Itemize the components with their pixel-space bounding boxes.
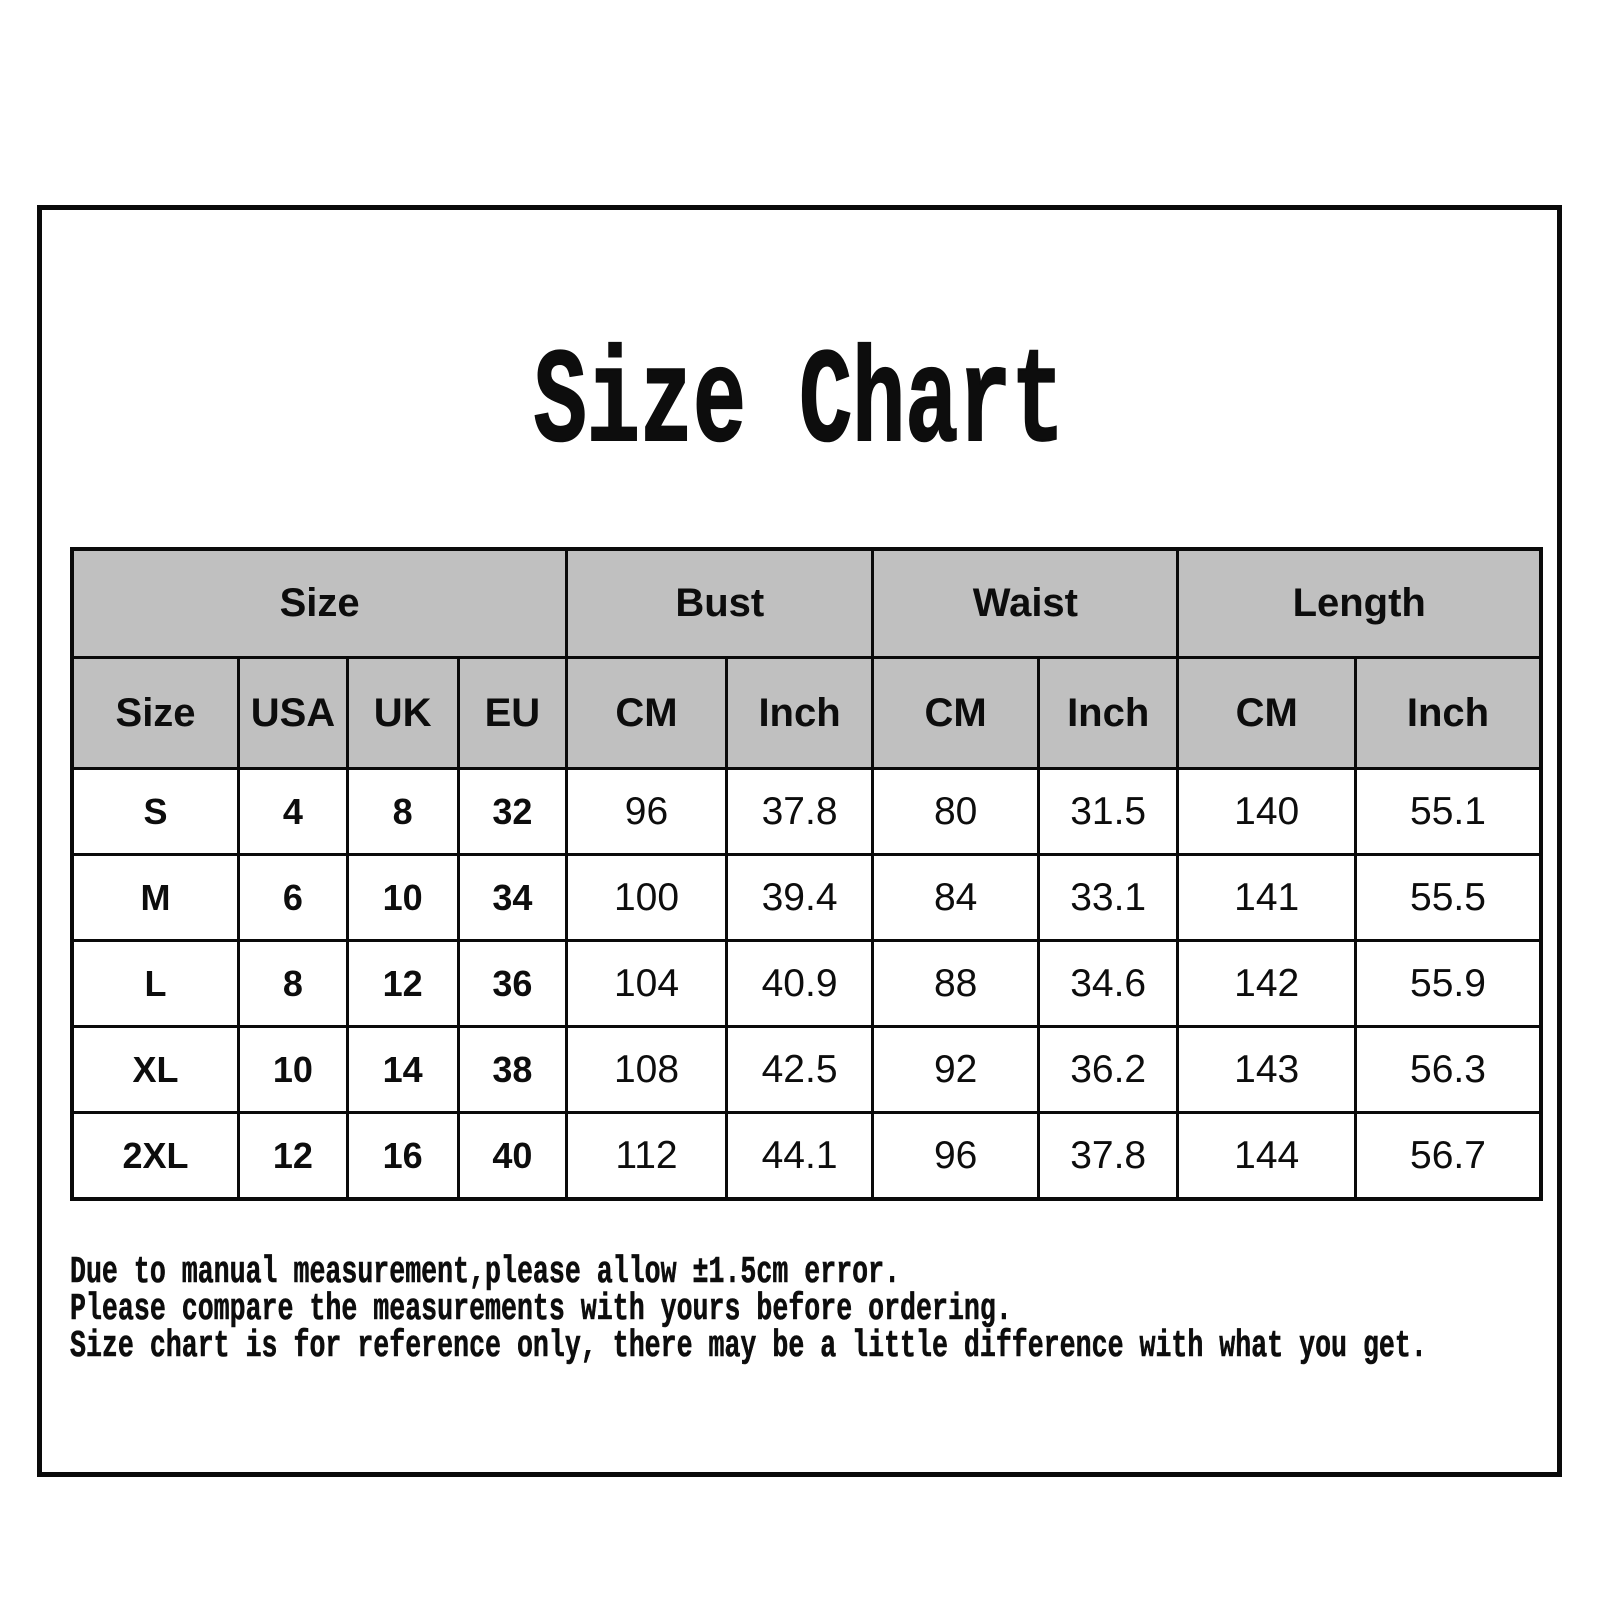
note-line-3: Size chart is for reference only, there may be a little difference with what you get. bbox=[70, 1325, 1427, 1368]
cell-bust-cm: 108 bbox=[567, 1027, 727, 1113]
cell-bust-inch: 37.8 bbox=[726, 769, 873, 855]
cell-usa: 4 bbox=[239, 769, 348, 855]
cell-size: S bbox=[72, 769, 239, 855]
cell-bust-cm: 96 bbox=[567, 769, 727, 855]
cell-waist-inch: 31.5 bbox=[1038, 769, 1178, 855]
cell-uk: 8 bbox=[347, 769, 458, 855]
note-line-2: Please compare the measurements with yours before ordering. bbox=[70, 1288, 1012, 1331]
group-header-waist: Waist bbox=[873, 549, 1178, 658]
cell-bust-cm: 112 bbox=[567, 1113, 727, 1200]
group-header-size: Size bbox=[72, 549, 567, 658]
cell-eu: 38 bbox=[458, 1027, 567, 1113]
subheader-uk: UK bbox=[347, 658, 458, 769]
cell-waist-inch: 37.8 bbox=[1038, 1113, 1178, 1200]
group-header-length: Length bbox=[1178, 549, 1541, 658]
cell-usa: 6 bbox=[239, 855, 348, 941]
group-header-row bbox=[72, 549, 1541, 658]
cell-eu: 32 bbox=[458, 769, 567, 855]
cell-size: M bbox=[72, 855, 239, 941]
cell-waist-cm: 92 bbox=[873, 1027, 1039, 1113]
cell-uk: 12 bbox=[347, 941, 458, 1027]
cell-bust-inch: 44.1 bbox=[726, 1113, 873, 1200]
table-row-l bbox=[72, 941, 1541, 1027]
cell-length-inch: 55.1 bbox=[1355, 769, 1541, 855]
cell-bust-inch: 42.5 bbox=[726, 1027, 873, 1113]
table-row-m bbox=[72, 855, 1541, 941]
subheader-bust-cm: CM bbox=[567, 658, 727, 769]
cell-uk: 14 bbox=[347, 1027, 458, 1113]
cell-waist-cm: 80 bbox=[873, 769, 1039, 855]
table-row-s bbox=[72, 769, 1541, 855]
cell-size: 2XL bbox=[72, 1113, 239, 1200]
cell-size: XL bbox=[72, 1027, 239, 1113]
cell-length-cm: 142 bbox=[1178, 941, 1355, 1027]
cell-waist-inch: 36.2 bbox=[1038, 1027, 1178, 1113]
cell-waist-cm: 84 bbox=[873, 855, 1039, 941]
cell-bust-inch: 39.4 bbox=[726, 855, 873, 941]
outer-border-frame bbox=[37, 205, 1562, 1477]
size-chart-table bbox=[70, 547, 1543, 1201]
cell-uk: 10 bbox=[347, 855, 458, 941]
cell-waist-cm: 88 bbox=[873, 941, 1039, 1027]
cell-bust-inch: 40.9 bbox=[726, 941, 873, 1027]
subheader-usa: USA bbox=[239, 658, 348, 769]
group-header-bust: Bust bbox=[567, 549, 873, 658]
cell-eu: 34 bbox=[458, 855, 567, 941]
note-line-1: Due to manual measurement,please allow ±1.5cm error. bbox=[70, 1251, 901, 1294]
cell-uk: 16 bbox=[347, 1113, 458, 1200]
cell-length-cm: 143 bbox=[1178, 1027, 1355, 1113]
cell-length-cm: 140 bbox=[1178, 769, 1355, 855]
subheader-length-cm: CM bbox=[1178, 658, 1355, 769]
page-title bbox=[42, 329, 1557, 481]
subheader-bust-inch: Inch bbox=[726, 658, 873, 769]
cell-length-inch: 55.5 bbox=[1355, 855, 1541, 941]
page-title-text: Size Chart bbox=[534, 329, 1065, 481]
subheader-eu: EU bbox=[458, 658, 567, 769]
cell-waist-inch: 34.6 bbox=[1038, 941, 1178, 1027]
cell-eu: 40 bbox=[458, 1113, 567, 1200]
subheader-length-inch: Inch bbox=[1355, 658, 1541, 769]
cell-length-inch: 55.9 bbox=[1355, 941, 1541, 1027]
cell-bust-cm: 104 bbox=[567, 941, 727, 1027]
unit-header-row bbox=[72, 658, 1541, 769]
table-row-2xl bbox=[72, 1113, 1541, 1200]
table-row-xl bbox=[72, 1027, 1541, 1113]
cell-eu: 36 bbox=[458, 941, 567, 1027]
cell-size: L bbox=[72, 941, 239, 1027]
subheader-waist-cm: CM bbox=[873, 658, 1039, 769]
subheader-size: Size bbox=[72, 658, 239, 769]
cell-usa: 12 bbox=[239, 1113, 348, 1200]
subheader-waist-inch: Inch bbox=[1038, 658, 1178, 769]
cell-length-inch: 56.7 bbox=[1355, 1113, 1541, 1200]
cell-bust-cm: 100 bbox=[567, 855, 727, 941]
cell-length-cm: 144 bbox=[1178, 1113, 1355, 1200]
cell-usa: 10 bbox=[239, 1027, 348, 1113]
cell-usa: 8 bbox=[239, 941, 348, 1027]
cell-waist-cm: 96 bbox=[873, 1113, 1039, 1200]
cell-length-cm: 141 bbox=[1178, 855, 1355, 941]
cell-length-inch: 56.3 bbox=[1355, 1027, 1541, 1113]
cell-waist-inch: 33.1 bbox=[1038, 855, 1178, 941]
measurement-notes bbox=[70, 1251, 1427, 1368]
